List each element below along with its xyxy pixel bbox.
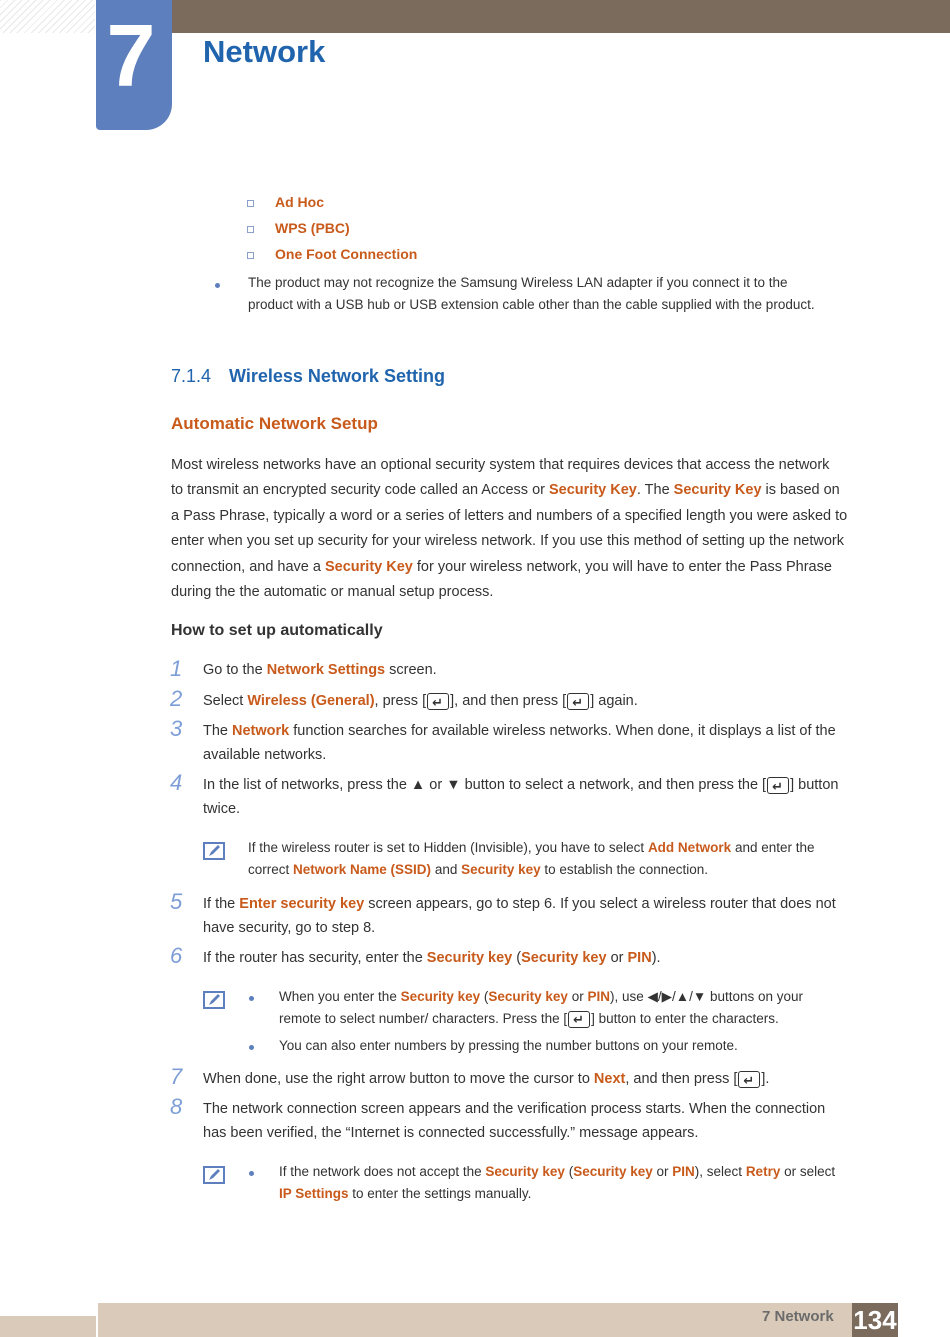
- step-4: In the list of networks, press the ▲ or ▼ button to select a network, and then press the [↵ ] button twice.: [203, 773, 838, 821]
- step-number: 5: [170, 889, 183, 914]
- note-step-6-a: When you enter the Security key (Security key or PIN), use ◀/▶/▲/▼ buttons on your remote to select number/ characters. Press the [↵ ] button to enter the characters.: [279, 986, 803, 1030]
- enter-button-icon: [567, 693, 589, 710]
- bullet-note: The product may not recognize the Samsung Wireless LAN adapter if you connect it to the product with a USB hub or USB extension cable other than the cable supplied with the product.: [248, 275, 815, 312]
- step-7: When done, use the right arrow button to move the cursor to Next, and then press [↵ ].: [203, 1067, 769, 1091]
- bullet-icon: [249, 996, 254, 1001]
- bullet-icon: [215, 283, 220, 288]
- intro-paragraph: Most wireless networks have an optional security system that requires devices that access the network to transmit an encrypted security code called an Access or Security Key. The Security Key is based on a Pass Phrase, typically a word or a series of letters and numbers of a specified length you were asked to enter when you set up security for your wireless network. If you use this method of setting up the network connection, and have a Security Key for your wireless network, you will have to enter the Pass Phrase during the the automatic or manual setup process.: [171, 457, 848, 601]
- list-item: WPS (PBC): [247, 220, 350, 236]
- chapter-title: Network: [203, 34, 326, 69]
- bullet-icon: [249, 1171, 254, 1176]
- header-hatch-decoration: [0, 0, 95, 33]
- enter-button-icon: [427, 693, 449, 710]
- note-pencil-icon: [203, 1166, 225, 1184]
- square-bullet-icon: [247, 226, 254, 233]
- step-number: 4: [170, 770, 183, 795]
- step-number: 2: [170, 686, 183, 711]
- section-heading: 7.1.4 Wireless Network Setting: [171, 366, 445, 386]
- page-number: 134: [853, 1305, 897, 1335]
- square-bullet-icon: [247, 200, 254, 207]
- step-2: Select Wireless (General), press [↵ ], and then press [↵ ] again.: [203, 689, 638, 713]
- step-number: 3: [170, 716, 183, 741]
- footer-bar-left: [0, 1316, 96, 1337]
- step-8: The network connection screen appears and the verification process starts. When the connection has been verified, the “Internet is connected successfully.” message appears.: [203, 1101, 826, 1141]
- step-number: 1: [170, 656, 183, 681]
- howto-heading: How to set up automatically: [171, 622, 383, 639]
- step-number: 8: [170, 1094, 183, 1119]
- note-pencil-icon: [203, 991, 225, 1009]
- list-item: One Foot Connection: [247, 246, 417, 262]
- step-5: If the Enter security key screen appears, go to step 6. If you select a wireless router that does not have security, go to step 8.: [203, 896, 836, 936]
- step-number: 7: [170, 1064, 183, 1089]
- note-step-6-b: You can also enter numbers by pressing the number buttons on your remote.: [279, 1038, 738, 1053]
- step-number: 6: [170, 943, 183, 968]
- enter-button-icon: [738, 1071, 760, 1088]
- note-step-8: If the network does not accept the Security key (Security key or PIN), select Retry or select IP Settings to enter the settings manually.: [279, 1164, 836, 1201]
- header-bar: [172, 0, 950, 33]
- bullet-icon: [249, 1045, 254, 1050]
- note-pencil-icon: [203, 842, 225, 860]
- enter-button-icon: [568, 1011, 590, 1028]
- enter-button-icon: [767, 777, 789, 794]
- footer-bar: [98, 1303, 852, 1337]
- square-bullet-icon: [247, 252, 254, 259]
- step-1: Go to the Network Settings screen.: [203, 662, 437, 678]
- list-item: Ad Hoc: [247, 194, 324, 210]
- step-6: If the router has security, enter the Security key (Security key or PIN).: [203, 950, 661, 966]
- footer-chapter-label: 7 Network: [762, 1308, 834, 1325]
- chapter-number: 7: [106, 6, 156, 105]
- subsection-heading: Automatic Network Setup: [171, 414, 378, 433]
- note-step-4: If the wireless router is set to Hidden (Invisible), you have to select Add Network and enter the correct Network Name (SSID) and Security key to establish the connection.: [248, 840, 815, 877]
- step-3: The Network function searches for available wireless networks. When done, it displays a list of the available networks.: [203, 723, 836, 763]
